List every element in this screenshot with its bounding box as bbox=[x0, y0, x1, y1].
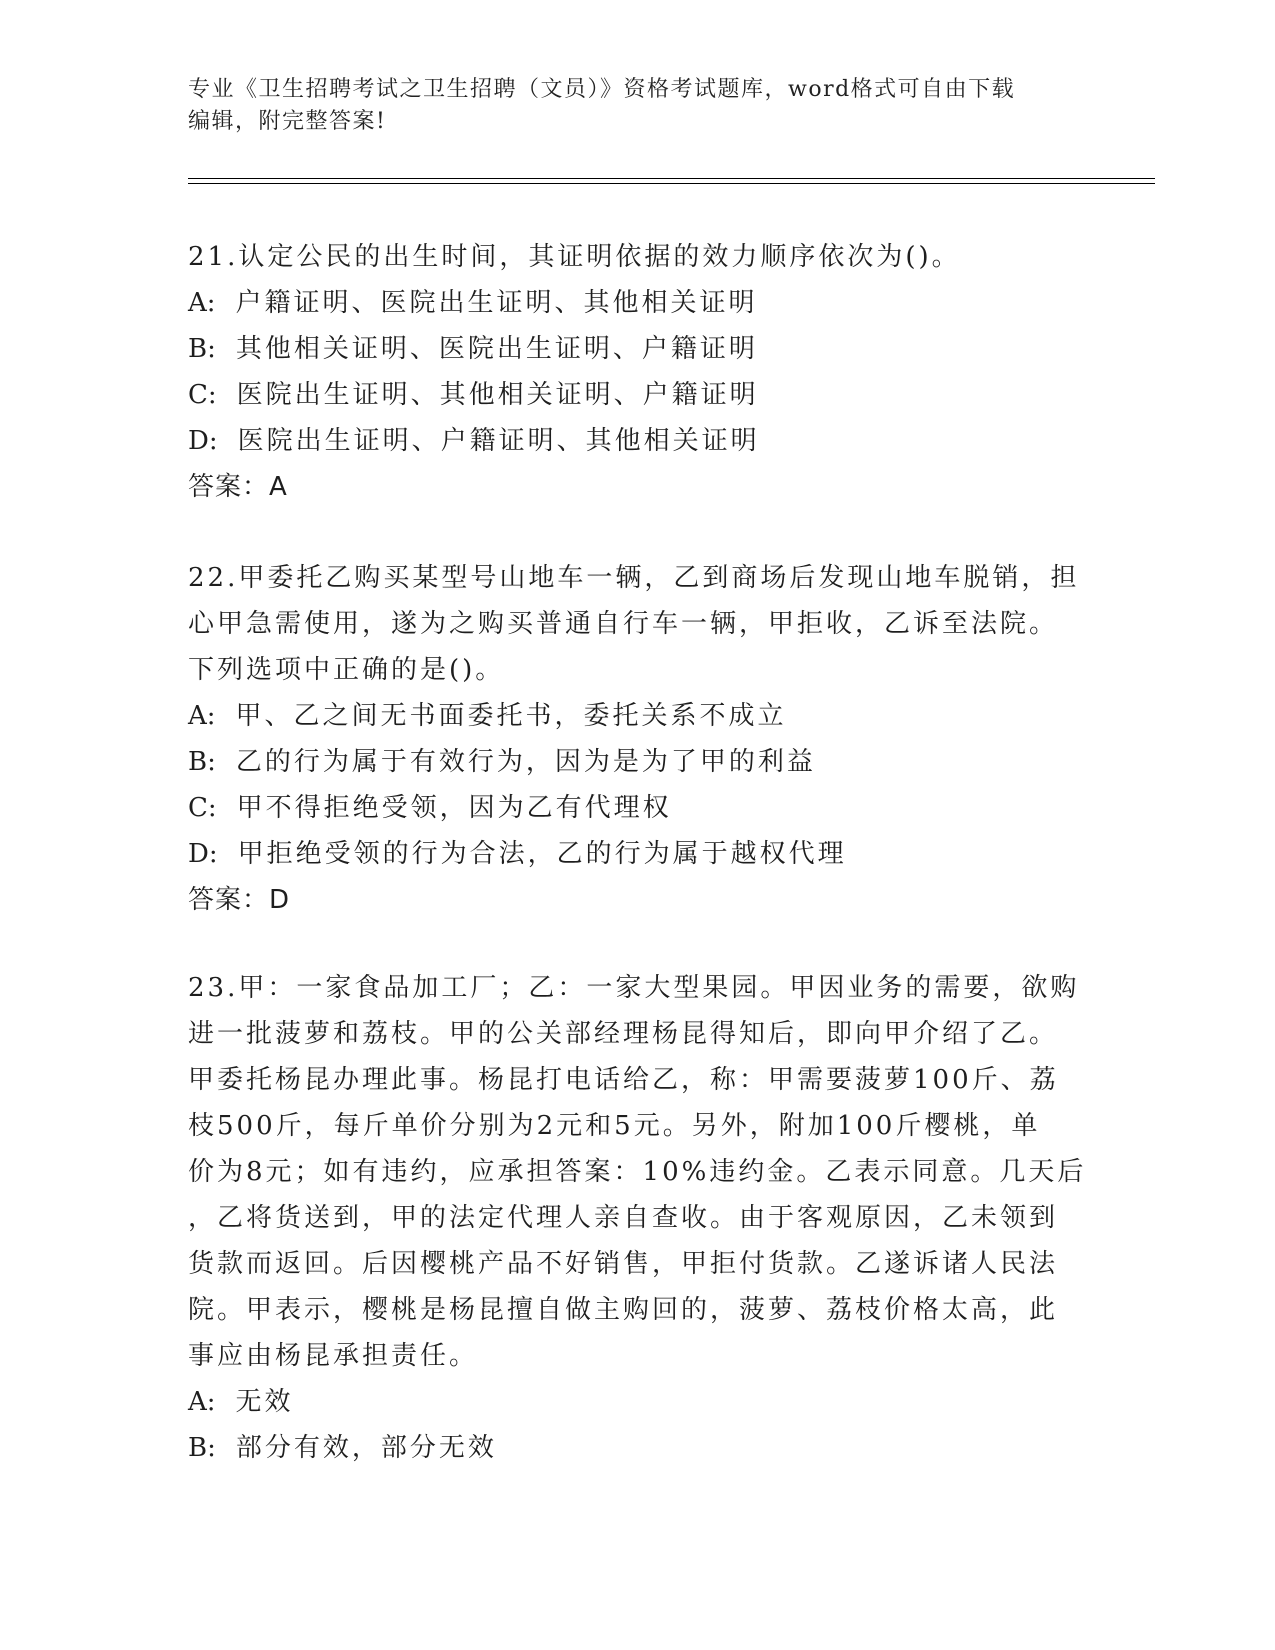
option-b bbox=[188, 1425, 1088, 1471]
option-b bbox=[188, 326, 1088, 372]
option-text: 医院出生证明、户籍证明、其他相关证明 bbox=[237, 426, 760, 456]
option-key: B: bbox=[188, 334, 216, 364]
answer-label: 答案：A bbox=[188, 472, 288, 502]
option-c bbox=[188, 785, 1088, 831]
option-d bbox=[188, 418, 1088, 464]
option-text: 医院出生证明、其他相关证明、户籍证明 bbox=[236, 380, 759, 410]
option-d bbox=[188, 831, 1088, 877]
option-a bbox=[188, 280, 1088, 326]
question-stem-line: 货款而返回。后因樱桃产品不好销售，甲拒付货款。乙遂诉诸人民法 bbox=[188, 1249, 1059, 1279]
answer-label: 答案：D bbox=[188, 885, 291, 915]
option-key: C: bbox=[188, 380, 217, 410]
question-23 bbox=[188, 965, 1088, 1471]
question-stem-line: 枝500斤，每斤单价分别为2元和5元。另外，附加100斤樱桃，单 bbox=[188, 1111, 1041, 1141]
question-stem: 21.认定公民的出生时间，其证明依据的效力顺序依次为()。 bbox=[188, 242, 961, 272]
question-stem-line: 23.甲：一家食品加工厂；乙：一家大型果园。甲因业务的需要，欲购 bbox=[188, 973, 1080, 1003]
header-divider-top bbox=[188, 178, 1155, 179]
question-stem-line: 下列选项中正确的是()。 bbox=[188, 655, 505, 685]
option-a bbox=[188, 693, 1088, 739]
question-22 bbox=[188, 555, 1088, 923]
question-stem-line: 甲委托杨昆办理此事。杨昆打电话给乙，称：甲需要菠萝100斤、荔 bbox=[188, 1065, 1059, 1095]
question-stem-line: 价为8元；如有违约，应承担答案：10%违约金。乙表示同意。几天后 bbox=[188, 1157, 1087, 1187]
option-text: 其他相关证明、医院出生证明、户籍证明 bbox=[235, 334, 758, 364]
option-b bbox=[188, 739, 1088, 785]
option-key: A: bbox=[188, 288, 216, 318]
question-stem-line: 进一批菠萝和荔枝。甲的公关部经理杨昆得知后，即向甲介绍了乙。 bbox=[188, 1019, 1059, 1049]
question-21 bbox=[188, 234, 1088, 510]
document-header bbox=[188, 74, 1088, 138]
option-text: 乙的行为属于有效行为，因为是为了甲的利益 bbox=[235, 747, 816, 777]
option-key: A: bbox=[188, 701, 216, 731]
question-stem-line: 院。甲表示，樱桃是杨昆擅自做主购回的，菠萝、荔枝价格太高，此 bbox=[188, 1295, 1059, 1325]
question-stem-line: 22.甲委托乙购买某型号山地车一辆，乙到商场后发现山地车脱销，担 bbox=[188, 563, 1080, 593]
header-line-1: 专业《卫生招聘考试之卫生招聘（文员）》资格考试题库，word格式可自由下载 bbox=[188, 77, 1016, 102]
option-c bbox=[188, 372, 1088, 418]
option-text: 甲不得拒绝受领，因为乙有代理权 bbox=[236, 793, 672, 823]
option-key: D: bbox=[188, 839, 218, 869]
header-divider-bottom bbox=[188, 183, 1155, 184]
question-stem-line: 心甲急需使用，遂为之购买普通自行车一辆，甲拒收，乙诉至法院。 bbox=[188, 609, 1059, 639]
option-text: 甲拒绝受领的行为合法，乙的行为属于越权代理 bbox=[237, 839, 847, 869]
header-line-2: 编辑，附完整答案! bbox=[188, 109, 387, 134]
question-stem-line: ，乙将货送到，甲的法定代理人亲自查收。由于客观原因，乙未领到 bbox=[188, 1203, 1059, 1233]
question-stem-line: 事应由杨昆承担责任。 bbox=[188, 1341, 479, 1371]
option-text: 部分有效，部分无效 bbox=[235, 1433, 497, 1463]
option-key: C: bbox=[188, 793, 217, 823]
option-a bbox=[188, 1379, 1088, 1425]
option-text: 户籍证明、医院出生证明、其他相关证明 bbox=[235, 288, 758, 318]
option-key: D: bbox=[188, 426, 218, 456]
option-text: 甲、乙之间无书面委托书，委托关系不成立 bbox=[235, 701, 787, 731]
option-key: B: bbox=[188, 747, 216, 777]
option-key: B: bbox=[188, 1433, 216, 1463]
option-text: 无效 bbox=[235, 1387, 294, 1417]
option-key: A: bbox=[188, 1387, 216, 1417]
